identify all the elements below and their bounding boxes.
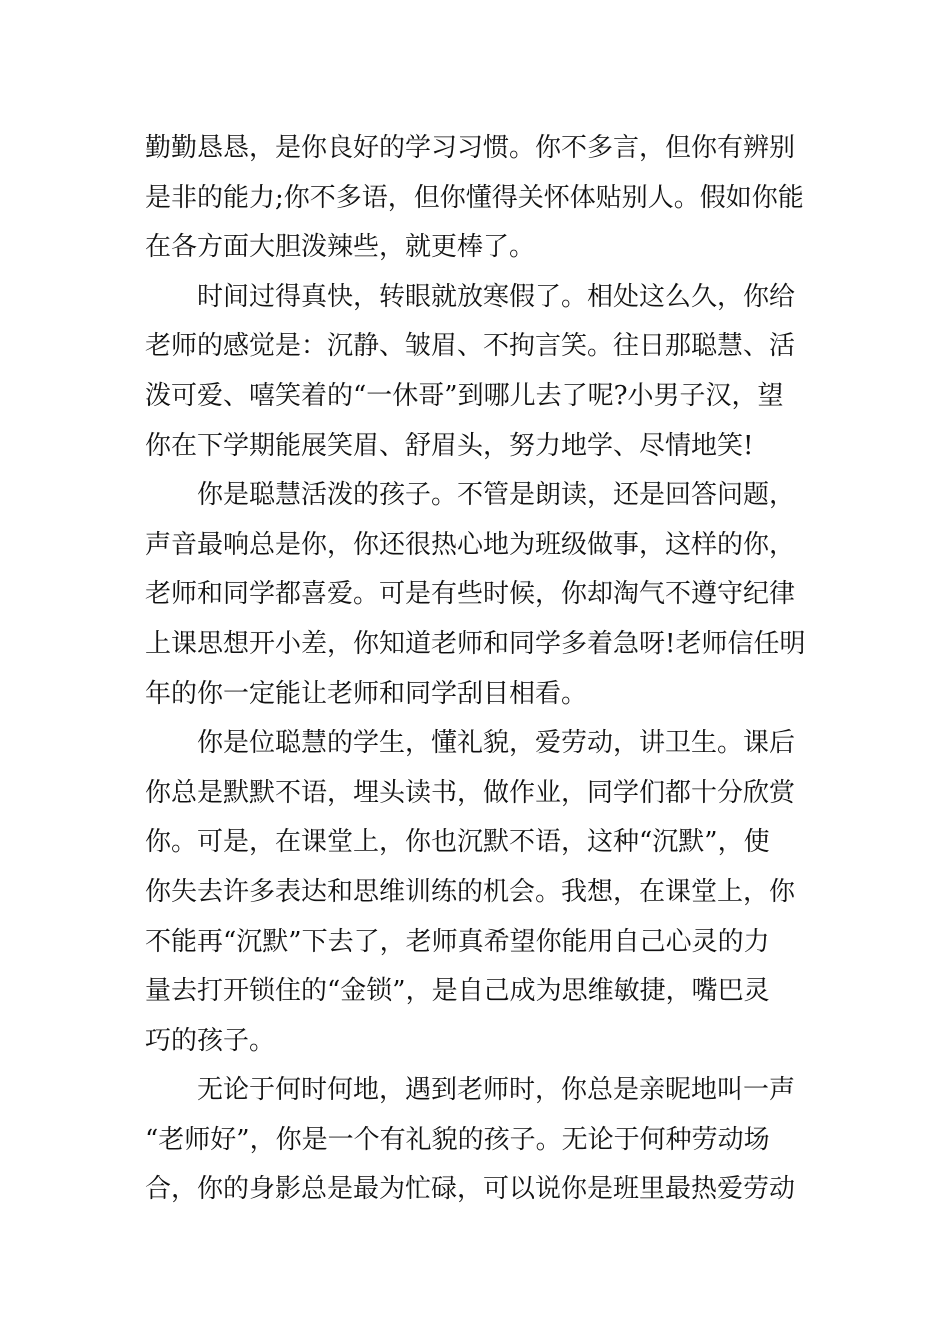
text-line: 你在下学期能展笑眉、舒眉头，努力地学、尽情地笑! <box>145 430 754 461</box>
text-line: 泼可爱、嘻笑着的“一休哥”到哪儿去了呢?小男子汉，望 <box>145 380 784 411</box>
text-line: 量去打开锁住的“金锁”，是自己成为思维敏捷，嘴巴灵 <box>145 976 770 1007</box>
text-line: 巧的孩子。 <box>145 1025 276 1056</box>
text-line: “老师好”，你是一个有礼貌的孩子。无论于何种劳动场 <box>145 1124 770 1155</box>
text-line: 勤勤恳恳，是你良好的学习习惯。你不多言，但你有辨别 <box>145 133 796 163</box>
paragraph <box>145 1066 809 1215</box>
body-text <box>145 124 809 1215</box>
paragraph <box>145 719 809 1066</box>
text-line: 老师和同学都喜爱。可是有些时候，你却淘气不遵守纪律 <box>145 579 796 610</box>
text-line: 上课思想开小差，你知道老师和同学多着急呀!老师信任明 <box>145 628 806 659</box>
text-line: 你失去许多表达和思维训练的机会。我想，在课堂上，你 <box>145 876 796 907</box>
text-line: 在各方面大胆泼辣些，就更棒了。 <box>145 232 536 263</box>
text-line: 合，你的身影总是最为忙碌，可以说你是班里最热爱劳动 <box>145 1174 796 1205</box>
text-line: 你总是默默不语，埋头读书，做作业，同学们都十分欣赏 <box>145 777 796 808</box>
text-line: 你是位聪慧的学生，懂礼貌，爱劳动，讲卫生。课后 <box>197 728 796 759</box>
text-line: 声音最响总是你，你还很热心地为班级做事，这样的你， <box>145 529 796 560</box>
text-line: 老师的感觉是：沉静、皱眉、不拘言笑。往日那聪慧、活 <box>145 331 796 362</box>
paragraph <box>145 471 809 719</box>
text-line: 无论于何时何地，遇到老师时，你总是亲昵地叫一声 <box>197 1075 796 1106</box>
text-line: 年的你一定能让老师和同学刮目相看。 <box>145 678 588 709</box>
paragraph <box>145 273 809 471</box>
text-line: 是非的能力;你不多语，但你懂得关怀体贴别人。假如你能 <box>145 182 804 213</box>
text-line: 时间过得真快，转眼就放寒假了。相处这么久，你给 <box>197 281 796 312</box>
text-line: 你是聪慧活泼的孩子。不管是朗读，还是回答问题， <box>197 480 796 511</box>
text-line: 你。可是，在课堂上，你也沉默不语，这种“沉默”，使 <box>145 827 770 858</box>
paragraph <box>145 124 809 273</box>
text-line: 不能再“沉默”下去了，老师真希望你能用自己心灵的力 <box>145 926 770 957</box>
